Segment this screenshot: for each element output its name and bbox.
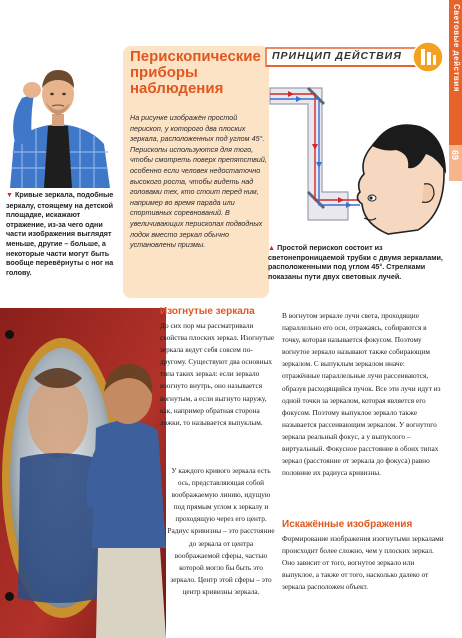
page-number: 69: [450, 150, 460, 161]
periscope-diagram: [268, 74, 448, 236]
col1-paragraph-2: У каждого кривого зеркала есть ось, представляющая собой воображаемую линию, идущую под прямым углом к зеркалу и проходящую через его центр. Радиус кривизны – это расстояние до зеркала от центра воображаемой сферы, частью которой могло бы быть это зеркало. Центр этой сферы – это центр кривизны зеркала.: [167, 466, 275, 596]
heading-curved-mirrors: Изогнутые зеркала: [160, 306, 255, 317]
principle-label: ПРИНЦИП ДЕЙСТВИЯ: [272, 50, 402, 62]
panel-title: Перископические приборы наблюдения: [130, 48, 261, 97]
gear-icon: [412, 41, 444, 73]
caption-marker: ▲: [268, 243, 276, 252]
left-caption-text: Кривые зеркала, подобные зеркалу, стоящему на детской площадке, искажают отражение, из-за чего одни части изображения выглядят меньше, другие – больше, а некоторые части могут быть вообще перевёрнуты с ног на голову.: [6, 190, 114, 277]
col2-paragraph-2: Формирование изображения изогнутыми зеркалами происходит более сложно, чем у плоских зеркал. Оно зависит от того, вогнутое зеркало или выпуклое, а также от того, насколько далеко от зеркала расположен объект.: [282, 534, 444, 592]
diagram-caption-text: Простой перископ состоит из светонепроницаемой трубки с двумя зеркалами, расположенными под углом 45°. Стрелками показаны пути двух световых лучей.: [268, 243, 443, 281]
col2-paragraph-1: В вогнутом зеркале лучи света, проходящие параллельно его оси, отражаясь, собираются в точку, которая называется фокусом. Поэтому вогнутое зеркало называют также собирающим зеркалом. С выпуклым зеркалом иначе: отражённые параллельные лучи рассеиваются, образуя расходящийся пучок. Все эти лучи идут из одной точки за зеркалом, которая является его фокусом. Поэтому выпуклое зеркало также называется рассеивающим зеркалом. У вогнутого зеркала реальный фокус, а у выпуклого – виртуальный. Фокусное расстояние в обоих типах зеркал (расстояние от зеркала до фокуса) равно половине их радиуса кривизны.: [282, 311, 441, 478]
caption-marker: ▼: [6, 192, 13, 199]
binder-hole: [5, 592, 14, 601]
section-tab-text: Световые действия: [452, 4, 461, 92]
panel-text: На рисунке изображён простой перископ, у которого два плоских зеркала, расположенных под углом 45°. Перископы используются для того, чтобы смотреть поверх препятствий, особенно если человек недостаточно высокого роста, чтобы видеть над головами тех, кто стоит перед ним, например во время парада или спортивных соревнований. В увеличивающих перископах подводных лодок вместо зеркал обычно установлены призмы.: [130, 113, 267, 250]
left-caption: [6, 190, 118, 277]
diagram-caption: [268, 243, 444, 281]
heading-distorted-images: Искажённые изображения: [282, 519, 413, 530]
binder-hole: [5, 330, 14, 339]
col1-paragraph-1: До сих пор мы рассматривали свойства плоских зеркал. Изогнутые зеркала ведут себя совсем по-другому. Существуют два основных типа таких зеркал: если зеркало изогнуто внутрь, оно называется вогнутым, а если выгнуто наружу, как, например обратная сторона ложки, то называется выпуклым.: [160, 321, 274, 427]
boy-mirror-photo: [0, 308, 166, 638]
man-photo: [0, 60, 118, 188]
